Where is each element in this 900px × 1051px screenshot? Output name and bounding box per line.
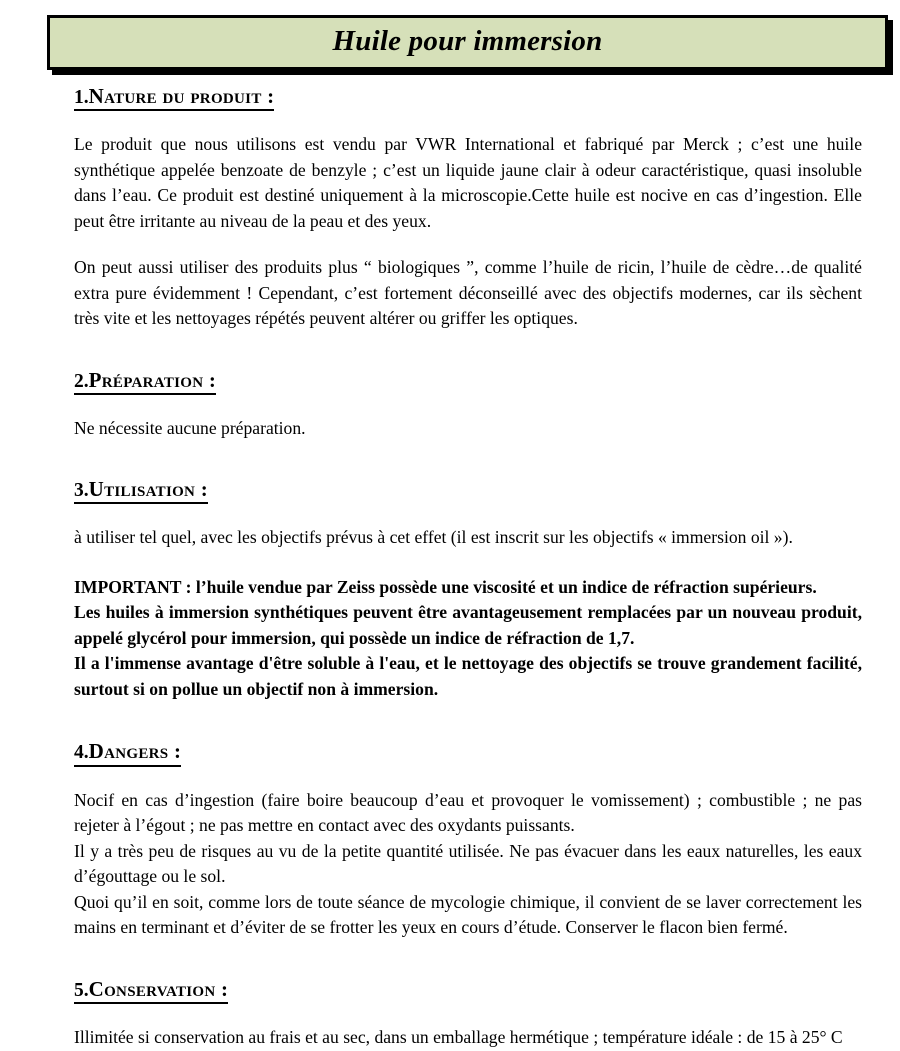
section-number-2: 2. <box>74 370 89 392</box>
document-title: Huile pour immersion <box>332 25 603 57</box>
section-title-4: Dangers : <box>88 739 182 764</box>
document-body <box>74 85 862 1051</box>
section-number-5: 5. <box>74 979 89 1001</box>
section-title-1: Nature du produit : <box>88 84 275 108</box>
section-heading-4 <box>74 740 862 766</box>
section-4-paragraph-3: Quoi qu’il en soit, comme lors de toute séance de mycologie chimique, il convient de se laver correctement les mains en terminant et d’éviter de se frotter les yeux en cours d’étude. Conserver le flacon bien fermé. <box>74 891 862 938</box>
section-heading-3 <box>74 478 862 504</box>
title-banner <box>47 15 888 70</box>
section-title-3: Utilisation : <box>88 476 209 501</box>
section-5-paragraph-1: Illimitée si conservation au frais et au sec, dans un emballage hermétique ; température idéale : de 15 à 25° C <box>74 1027 843 1048</box>
section-4-paragraph-1: Nocif en cas d’ingestion (faire boire beaucoup d’eau et provoquer le vomissement) ; combustible ; ne pas rejeter à l’égout ; ne pas mettre en contact avec des oxydants puissants. <box>74 789 862 836</box>
section-heading-2 <box>74 369 862 395</box>
section-number-4: 4. <box>74 742 89 764</box>
section-2-paragraph-1: Ne nécessite aucune préparation. <box>74 418 306 439</box>
section-number-3: 3. <box>74 479 89 501</box>
section-1-paragraph-2: On peut aussi utiliser des produits plus “ biologiques ”, comme l’huile de ricin, l’huile de cèdre…de qualité extra pure évidemment ! Cependant, c’est fortement déconseillé avec des objectifs modernes, car ils sèchent très vite et les nettoyages répétés peuvent altérer ou griffer les optiques. <box>74 257 862 329</box>
section-title-2: Préparation : <box>88 367 217 392</box>
section-heading-1 <box>74 85 862 111</box>
section-4-paragraph-2: Il y a très peu de risques au vu de la petite quantité utilisée. Ne pas évacuer dans les eaux naturelles, les eaux d’égouttage ou le sol. <box>74 840 862 887</box>
section-3-important-line-3: Il a l'immense avantage d'être soluble à l'eau, et le nettoyage des objectifs se trouve grandement facilité, surtout si on pollue un objectif non à immersion. <box>74 653 862 699</box>
section-3-important-line-2: Les huiles à immersion synthétiques peuvent être avantageusement remplacées par un nouveau produit, appelé glycérol pour immersion, qui possède un indice de réfraction de 1,7. <box>74 602 862 648</box>
section-number-1: 1. <box>74 87 89 108</box>
section-3-paragraph-1: à utiliser tel quel, avec les objectifs prévus à cet effet (il est inscrit sur les objectifs « immersion oil »). <box>74 527 793 548</box>
section-heading-5 <box>74 978 862 1004</box>
section-title-5: Conservation : <box>88 976 229 1001</box>
title-banner-container <box>47 15 888 70</box>
section-1-paragraph-1: Le produit que nous utilisons est vendu par VWR International et fabriqué par Merck ; c’est une huile synthétique appelée benzoate de benzyle ; c’est un liquide jaune clair à odeur caractéristique, quasi insoluble dans l’eau. Ce produit est destiné uniquement à la microscopie.Cette huile est nocive en cas d’ingestion. Elle peut être irritante au niveau de la peau et des yeux. <box>74 134 862 231</box>
section-3-important-line-1: IMPORTANT : l’huile vendue par Zeiss possède une viscosité et un indice de réfraction supérieurs. <box>74 576 817 597</box>
